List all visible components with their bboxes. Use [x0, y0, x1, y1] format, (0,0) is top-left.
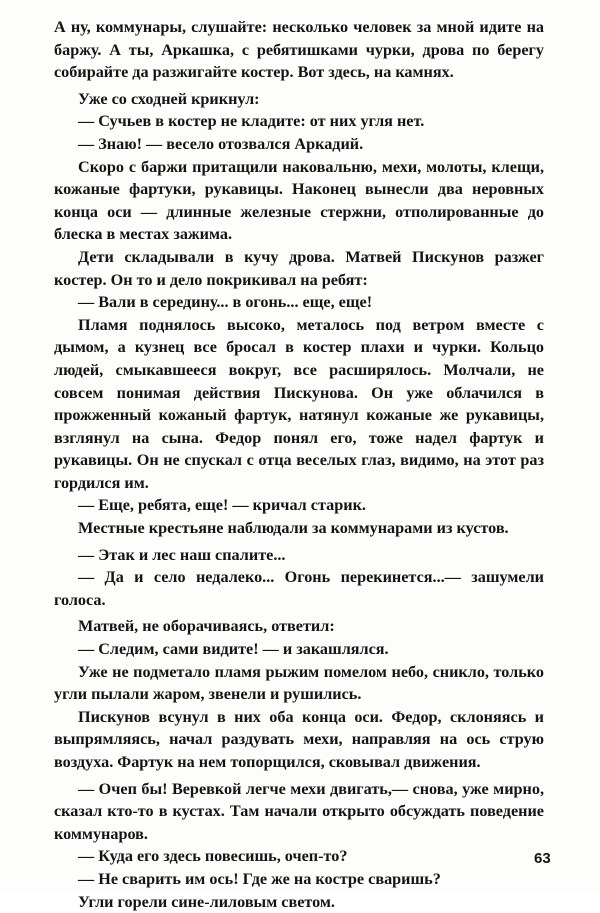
dialogue-line: — Сучьев в костер не кладите: от них угля нет. — [78, 112, 425, 131]
dialogue-line: — Этак и лес наш спалите... — [78, 545, 286, 564]
paragraph: Пламя поднялось высоко, металось под ветром вместе с дымом, а кузнец все бросал в костер плахи и чурки. Кольцо людей, смыкавшееся вокруг, все расширялось. Молчали, не совсем понимая действия Пискунова. Он уже облачился в прожженный кожаный фартук, натянул кожаные же рукавицы, взглянул на сына. Федор понял его, тоже надел фартук и рукавицы. Он не спускал с отца веселых глаз, видимо, на этот раз гордился им. — [54, 315, 544, 492]
dialogue-line: — Еще, ребята, еще! — кричал старик. — [78, 496, 366, 515]
dialogue-line: — Не сварить им ось! Где же на костре сваришь? — [78, 869, 441, 888]
paragraph: А ну, коммунары, слушайте: несколько человек за мной идите на баржу. А ты, Аркашка, с ребятишками чурки, дрова по берегу собирайте да разжигайте костер. Вот здесь, на камнях. — [54, 18, 544, 82]
paragraph: Уже не подметало пламя рыжим помелом небо, сникло, только угли пылали жаром, звенели и рушились. — [54, 662, 544, 704]
paragraph: Пискунов всунул в них оба конца оси. Федор, склоняясь и выпрямляясь, начал раздувать мехи, направляя на ось струю воздуха. Фартук на нем топорщился, сковывал движения. — [54, 707, 544, 771]
dialogue-line: — Куда его здесь повесишь, очеп-то? — [78, 847, 348, 866]
paragraph: Местные крестьяне наблюдали за коммунарами из кустов. — [78, 519, 509, 538]
paragraph: Дети складывали в кучу дрова. Матвей Пискунов разжег костер. Он то и дело покрикивал на ребят: — [54, 247, 544, 289]
paragraph: Угли горели сине-лиловым светом. — [78, 892, 335, 911]
page-number: 63 — [534, 850, 551, 867]
paragraph: Уже со сходней крикнул: — [78, 89, 260, 108]
paragraph: Матвей, не оборачиваясь, ответил: — [78, 617, 335, 636]
dialogue-line: — Да и село недалеко... Огонь перекинется...— зашумели голоса. — [54, 568, 544, 609]
dialogue-line: — Вали в середину... в огонь... еще, еще! — [78, 293, 373, 312]
paragraph: Скоро с баржи притащили наковальню, мехи, молоты, клещи, кожаные фартуки, рукавицы. Наконец вынесли два неровных конца оси — длинные железные стержни, отполированные до блеска в местах зажима. — [54, 157, 544, 244]
dialogue-line: — Знаю! — весело отозвался Аркадий. — [78, 134, 364, 153]
dialogue-line: — Очеп бы! Веревкой легче мехи двигать,— снова, уже мирно, сказал кто-то в кустах. Там начали открыто обсуждать поведение коммунаров. — [54, 779, 544, 843]
body-text — [54, 16, 544, 913]
dialogue-line: — Следим, сами видите! — и закашлялся. — [78, 640, 389, 659]
